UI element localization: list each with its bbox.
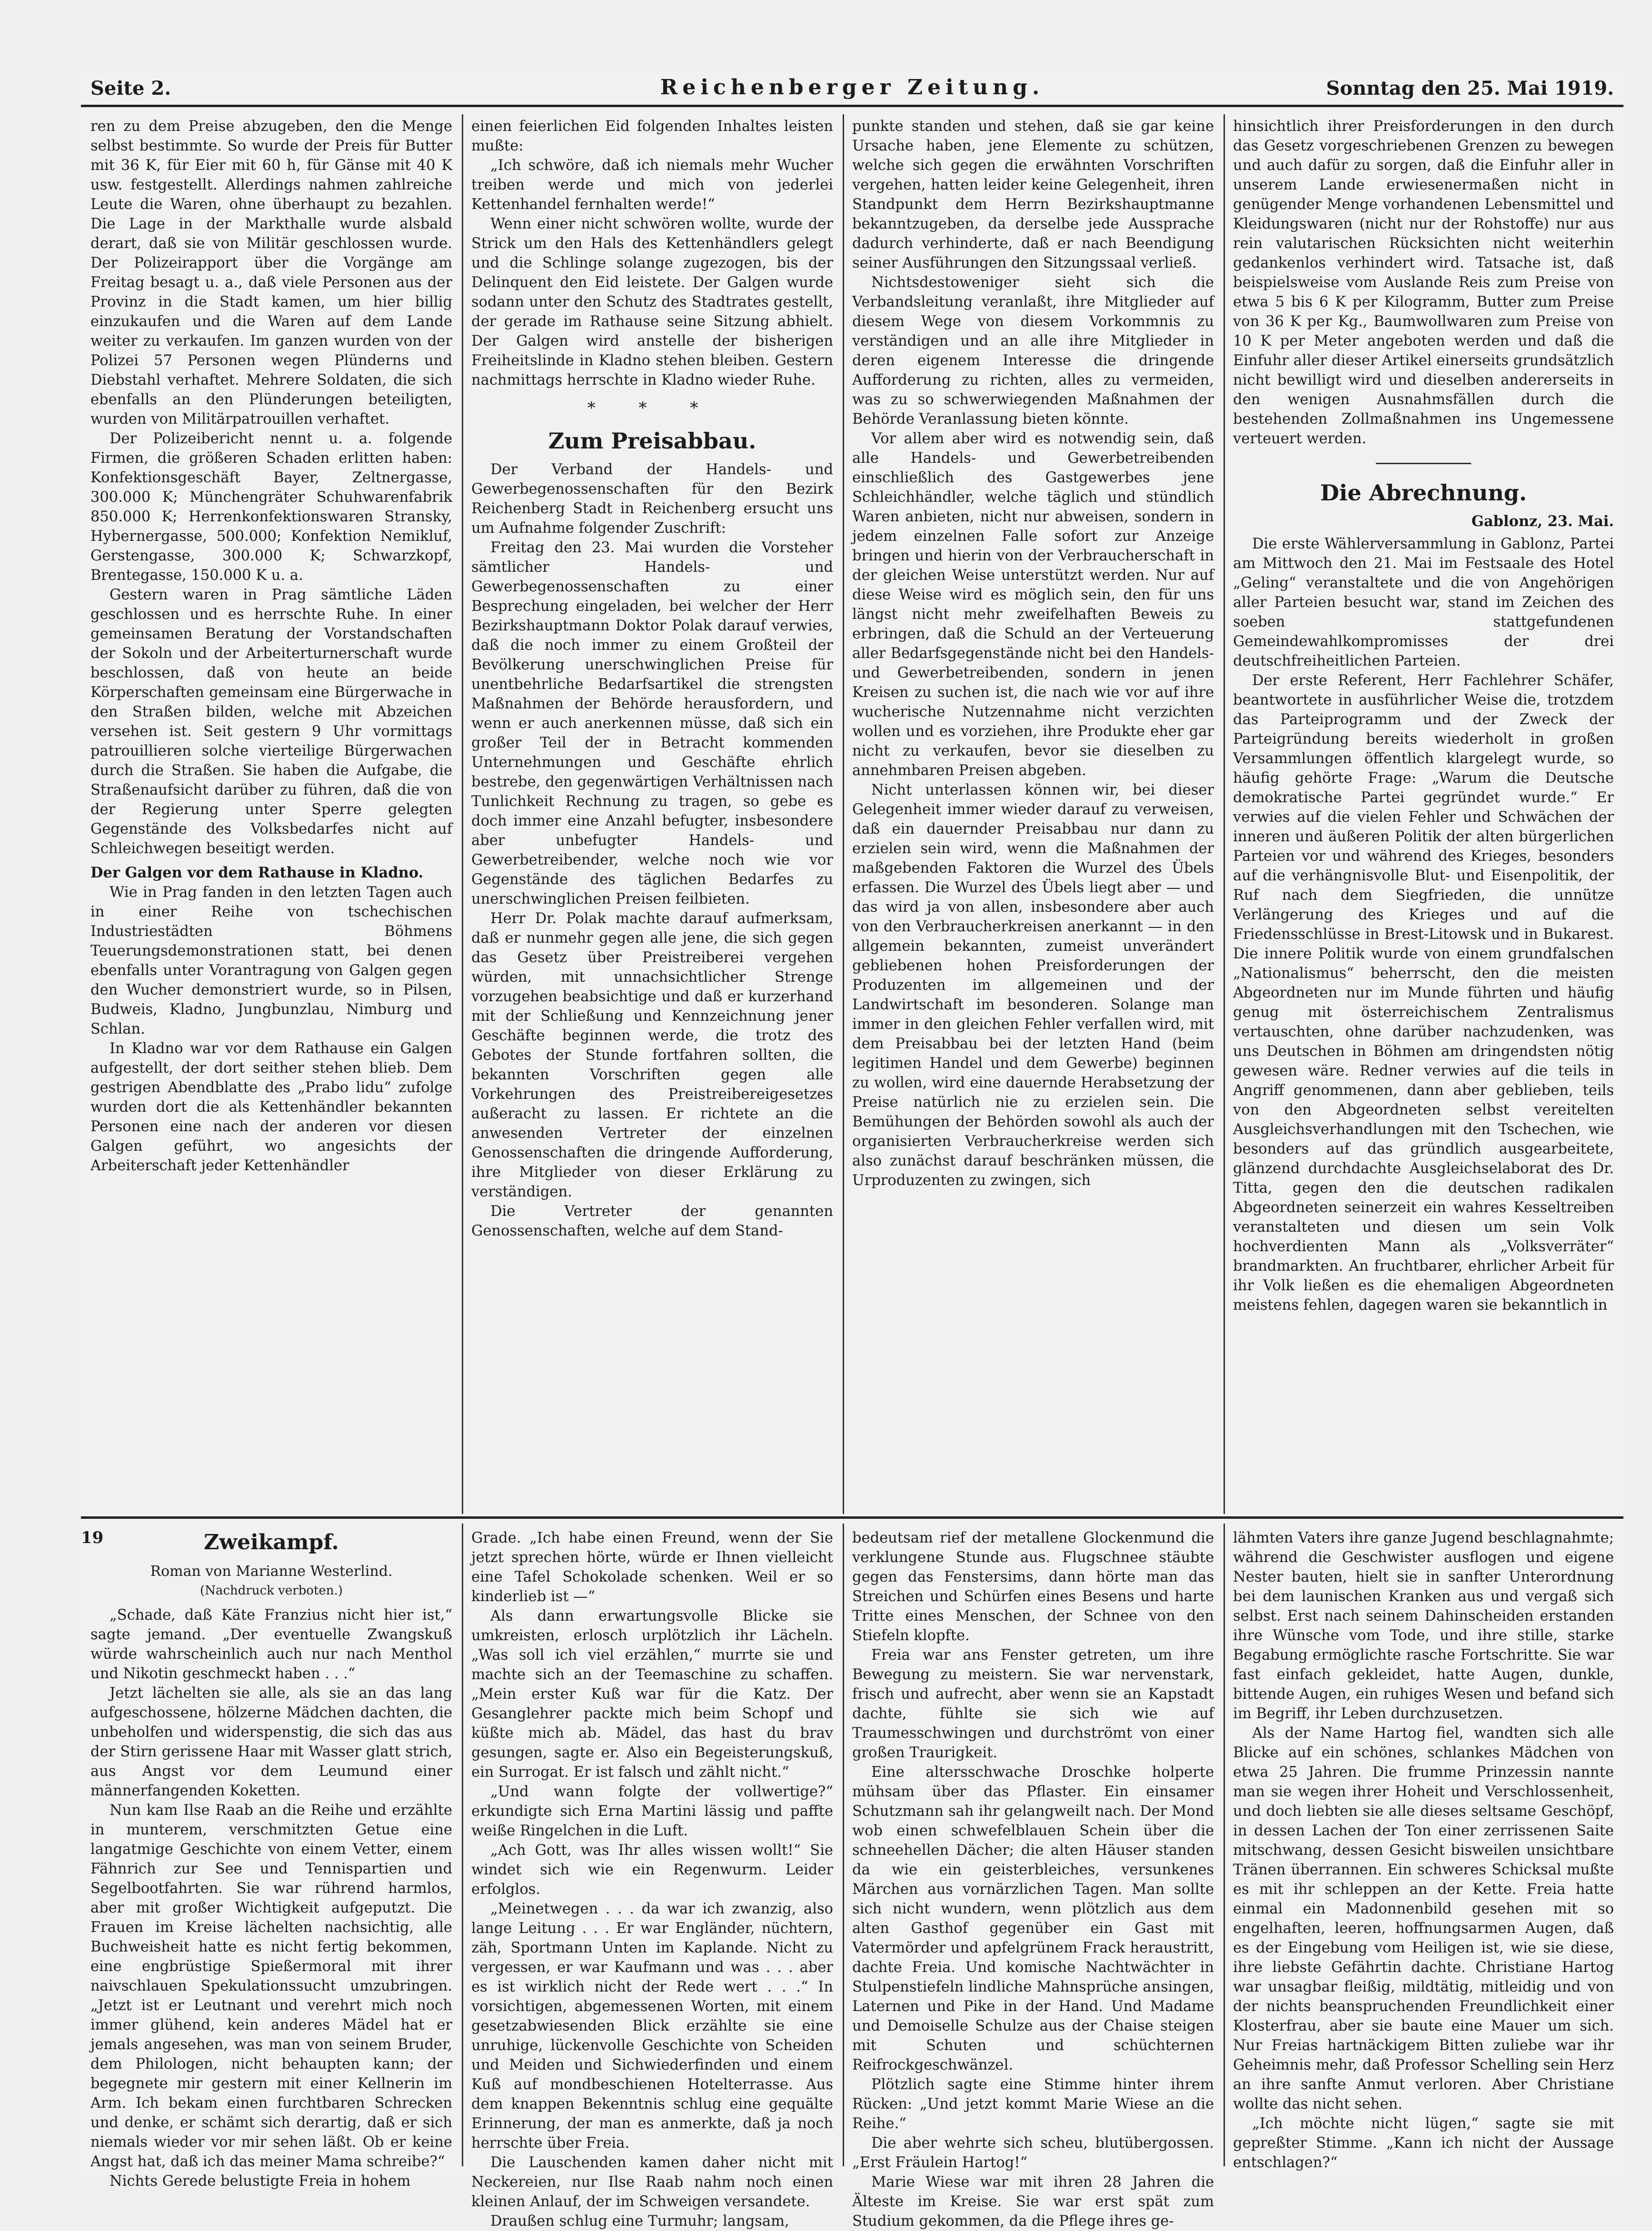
paragraph: In Kladno war vor dem Rathause ein Galgen aufgestellt, der dort seither stehen blieb. Dem gestrigen Abendblatte des „Prabo lidu“ zufolge wurden dort die als Kettenhändler bekannten Personen eine nach der anderen vor diesen Galgen geführt, wo angesichts der Arbeiterschaft jeder Kettenhändler [90,1040,452,1174]
paragraph: Als dann erwartungsvolle Blicke sie umkreisten, erlosch urplötzlich ihr Lächeln. „Was soll ich viel erzählen,“ murrte sie und machte sich an der Teemaschine zu schaffen. „Mein erster Kuß war für die Katz. Der Gesanglehrer packte mich beim Schopf und küßte mich ab. Mädel, das hast du brav gesungen, sagte er. Also ein Begeisterungskuß, ein Surrogat. Er ist falsch und zählt nicht.“ [471,1608,833,1781]
subheading: Der Galgen vor dem Rathause in Kladno. [90,864,424,881]
paragraph: „Schade, daß Käte Franzius nicht hier ist,“ sagte jemand. „Der eventuelle Zwangskuß würde wahrscheinlich auch nur nach Menthol und Nikotin geschmeckt haben . . .“ [90,1607,452,1682]
paragraph: Draußen schlug eine Turmuhr; langsam, [490,2213,789,2230]
top-column-4 [1233,117,1614,1509]
serial-column-4 [1233,1528,1614,2171]
paragraph: Jetzt lächelten sie alle, als sie an das lang aufgeschossene, hölzerne Mädchen dachten, die unbeholfen und widerspenstig, die sich das aus der Stirn gerissene Haar mit Wasser glatt strich, aus Angst vor dem Leumund einer männerfangenden Koketten. [90,1685,452,1799]
serial-title: Zweikampf. [204,1530,339,1554]
article-headline: Die Abrechnung. [1320,480,1527,506]
column-rule [843,114,844,1514]
newspaper-title: Reichenberger Zeitung. [660,75,1045,100]
article-headline: Zum Preisabbau. [548,428,756,454]
column-rule [843,1524,844,2166]
paragraph: Grade. „Ich habe einen Freund, wenn der Sie jetzt sprechen hörte, würde er Ihnen vielleicht eine Tafel Schokolade schenken. Weil er so kinderlieb ist —“ [471,1530,833,1605]
top-column-3 [852,117,1214,1509]
page-number: Seite 2. [90,77,171,100]
paragraph: Die Vertreter der genannten Genossenschaften, welche auf dem Stand- [471,1203,833,1239]
paragraph: punkte standen und stehen, daß sie gar keine Ursache haben, jene Elemente zu schützen, welche sich gegen die erwähnten Vorschriften vergehen, hatten leider keine Gelegenheit, ihren Standpunkt dem Herrn Bezirkshauptmanne bekanntzugeben, da derselbe jede Aussprache dadurch verhinderte, daß er nach Beendigung seiner Ausführungen den Sitzungssaal verließ. [852,118,1214,271]
paragraph: Wenn einer nicht schwören wollte, wurde der Strick um den Hals des Kettenhändlers gelegt und die Schlinge solange zugezogen, bis der Delinquent den Eid leistete. Der Galgen wurde sodann unter den Schutz des Stadtrates gestellt, der gerade im Rathause seine Sitzung abhielt. Der Galgen wird anstelle der bisherigen Freiheitslinde in Kladno stehen bleiben. Gestern nachmittags herrschte in Kladno wieder Ruhe. [471,216,833,388]
column-rule [1224,1524,1225,2166]
paragraph: ren zu dem Preise abzugeben, den die Menge selbst bestimmte. So wurde der Preis für Butter mit 36 K, für Eier mit 60 h, für Gänse mit 40 K usw. festgestellt. Allerdings nahmen zahlreiche Leute die Waren, ohne überhaupt zu bezahlen. Die Lage in der Markthalle wurde alsbald derart, daß sie von Militär geschlossen wurde. Der Polizeirapport über die Vorgänge am Freitag besagt u. a., daß viele Personen aus der Provinz in die Stadt kamen, um hier billig einzukaufen und die Waren auf dem Lande weiter zu verkaufen. Im ganzen wurden von der Polizei 57 Personen wegen Plünderns und Diebstahl verhaftet. Mehrere Soldaten, die sich ebenfalls an den Plünderungen beteiligten, wurden von Militärpatrouillen verhaftet. [90,118,452,428]
paragraph: „Ach Gott, was Ihr alles wissen wollt!“ Sie windet sich wie ein Regenwurm. Leider erfolglos. [471,1842,833,1898]
paragraph: „Meinetwegen . . . da war ich zwanzig, also lange Leitung . . . Er war Engländer, nüchtern, zäh, Sportmann Unten im Kaplande. Nicht zu vergessen, er war Kaufmann und was . . . aber es ist wirklich nicht der Rede wert . . .“ In vorsichtigen, abgemessenen Worten, mit einem gesetzabwiesenden Blick erzählte sie eine unruhige, lückenvolle Geschichte von Scheiden und Meiden und Sichwiederfinden und einem Kuß auf mondbeschienen Hotelterrasse. Aus dem knappen Bekenntnis schlug eine gequälte Erinnerung, der man es anmerkte, daß ja noch herrschte über Freia. [471,1901,833,2151]
feuilleton-divider [81,1516,1623,1519]
paragraph: lähmten Vaters ihre ganze Jugend beschlagnahmte; während die Geschwister ausflogen und eigene Nester bauten, hielt sie in sanfter Unterordnung bei dem launischen Kranken aus und vergaß sich selbst. Erst nach seinem Dahinscheiden erstanden ihre Wünsche vom Tode, und ihre stille, starke Begabung ermöglichte rasche Fortschritte. Sie war fast einfach gekleidet, hatte Augen, dunkle, bittende Augen, ein ruhiges Wesen und befand sich im Begriff, ihr Leben durchzusetzen. [1233,1530,1614,1722]
paragraph: „Und wann folgte der vollwertige?“ erkundigte sich Erna Martini lässig und paffte weiße Ringelchen in die Luft. [471,1783,833,1839]
page-header [81,71,1623,107]
paragraph: Marie Wiese war mit ihren 28 Jahren die Älteste im Kreise. Sie war erst spät zum Studium gekommen, da die Pflege ihres ge- [852,2174,1214,2230]
paragraph: Die erste Wählerversammlung in Gablonz, Partei am Mittwoch den 21. Mai im Festsaale des Hotel „Geling“ veranstaltete und die von Angehörigen aller Parteien besucht war, stand im Zeichen des soeben stattgefundenen Gemeindewahlkompromisses der drei deutschfreiheitlichen Parteien. [1233,536,1614,669]
serial-column-2 [471,1528,833,2230]
top-column-2 [471,117,833,1509]
paragraph: Freitag den 23. Mai wurden die Vorsteher sämtlicher Handels- und Gewerbegenossenschaften zu einer Besprechung eingeladen, bei welcher der Herr Bezirkshauptmann Doktor Polak darauf verwies, daß die noch immer zu einem Großteil der Bevölkerung unerschwinglichen Preise für unentbehrliche Bedarfsartikel die strengsten Maßnahmen der Behörde herausfordern, und wenn er auch anerkennen müsse, daß sich ein großer Teil der in Betracht kommenden Unternehmungen und Geschäfte ehrlich bestrebe, den gegenwärtigen Verhältnissen nach Tunlichkeit Rechnung zu tragen, so gebe es doch immer eine Anzahl befugter, insbesondere aber unbefugter Handels- und Gewerbetreibender, welche noch wie vor Gegenstände des täglichen Bedarfes zu unerschwinglichen Preisen feilbieten. [471,539,833,907]
paragraph: Nichtsdestoweniger sieht sich die Verbandsleitung veranlaßt, ihre Mitglieder auf diesem Wege von diesem Vorkommnis zu verständigen und an alle ihre Mitglieder in deren eigenem Interesse die dringende Aufforderung zu richten, alles zu vermeiden, was zu so schwerwiegenden Maßnahmen der Behörde Veranlassung bieten könnte. [852,274,1214,428]
paragraph: Plötzlich sagte eine Stimme hinter ihrem Rücken: „Und jetzt kommt Marie Wiese an die Reihe.“ [852,2076,1214,2132]
oath-quote: „Ich schwöre, daß ich niemals mehr Wucher treiben werde und mich von jederlei Kettenhandel fernhalten werde!“ [471,157,833,213]
serial-column-3 [852,1528,1214,2230]
paragraph: Nicht unterlassen können wir, bei dieser Gelegenheit immer wieder darauf zu verweisen, daß ein dauernder Preisabbau nur dann zu erzielen sein wird, wenn die Maßnahmen der maßgebenden Faktoren die Wurzel des Übels erfassen. Die Wurzel des Übels liegt aber — und das wird ja von allen, insbesondere aber auch von den Verbraucherkreisen anerkannt — in den allgemein bekannten, zumeist unverändert gebliebenen hohen Preisforderungen der Produzenten im allgemeinen und der Landwirtschaft im besonderen. Solange man immer in den gleichen Fehler verfallen wird, mit dem Preisabbau bei der letzten Hand (beim legitimen Handel und dem Gewerbe) beginnen zu wollen, wird eine dauernde Herabsetzung der Preise natürlich nie zu erzielen sein. Die Bemühungen der Behörden sowohl als auch der organisierten Verbraucherkreise werden sich also zunächst darauf beschränken müssen, die Urproduzenten zu zwingen, sich [852,782,1214,1189]
dateline: Gablonz, 23. Mai. [1471,513,1614,530]
paragraph: Die Lauschenden kamen daher nicht mit Neckereien, nur Ilse Raab nahm noch einen kleinen Anlauf, der im Schweigen versandete. [471,2154,833,2210]
paragraph: einen feierlichen Eid folgenden Inhaltes leisten mußte: [471,118,833,154]
reprint-note: (Nachdruck verboten.) [200,1584,343,1598]
paragraph: Die aber wehrte sich scheu, blutübergossen. „Erst Fräulein Hartog!“ [852,2135,1214,2171]
paragraph: Freia war ans Fenster getreten, um ihre Bewegung zu meistern. Sie war nervenstark, frisch und aufrecht, aber wenn sie an Kapstadt dachte, fühlte sie sich wie auf Traumesschwingen und durchströmt von einer großen Traurigkeit. [852,1647,1214,1761]
paragraph: Nichts Gerede belustigte Freia in hohem [109,2173,411,2190]
paragraph: Als der Name Hartog fiel, wandten sich alle Blicke auf ein schönes, schlankes Mädchen von etwa 25 Jahren. Die frumme Prinzessin nannte man sie wegen ihrer Hoheit und Verschlossenheit, und doch liebten sie alle dieses seltsame Geschöpf, in dessen Lachen der Ton einer zerrissenen Saite mitschwang, dessen Gesicht bisweilen unsichtbare Tränen überrannen. Ein schweres Schicksal mußte es mit ihr schleppen an der Kette. Freia hatte einmal ein Madonnenbild gesehen mit so engelhaften, leeren, hoffnungsarmen Augen, daß es der Eingebung vom Heiligen ist, wie sie diese, ihre liebste Gefährtin dachte. Christiane Hartog war unsagbar fleißig, mildtätig, mitleidig und von der nichts beanspruchenden Freundlichkeit einer Klosterfrau, aber sie baute eine Mauer um sich. Nur Freias hartnäckigem Bitten zuliebe war ihr Geheimnis mehr, daß Professor Schelling sein Herz an ihre sanfte Anmut verloren. Aber Christiane wollte das nicht sehen. [1233,1725,1614,2112]
top-column-1 [90,117,452,1509]
paragraph: hinsichtlich ihrer Preisforderungen in den durch das Gesetz vorgeschriebenen Grenzen zu bewegen und auch dafür zu sorgen, daß die Einfuhr aller in unserem Lande erwiesenermaßen nicht in genügender Menge vorhandenen Lebensmittel und Kleidungswaren (nicht nur der Rohstoffe) nur aus rein valutarischen Rücksichten nicht weiterhin gedankenlos verhindert wird. Tatsache ist, daß beispielsweise vom Auslande Reis zum Preise von etwa 5 bis 6 K per Kilogramm, Butter zum Preise von 36 K per Kg., Baumwollwaren zum Preise von 10 K per Meter angeboten werden und daß die Einfuhr aller dieser Artikel einerseits grundsätzlich nicht bewilligt wird und dieselben andererseits in den wenigen Ausnahmsfällen durch die bestehenden Zollmaßnahmen ins Ungemessene verteuert werden. [1233,118,1614,447]
article-separator [1376,463,1471,464]
paragraph: Herr Dr. Polak machte darauf aufmerksam, daß er nunmehr gegen alle jene, die sich gegen das Gesetz über Preistreiberei vergehen würden, mit unnachsichtlicher Strenge vorzugehen beabsichtige und daß er kurzerhand mit der Schließung und Kennzeichnung jener Geschäfte beginnen werde, die trotz des Gebotes der Stunde fortfahren sollten, die bekannten Vorschriften gegen alle Vorkehrungen des Preistreibereigesetzes außeracht zu lassen. Er richtete an die anwesenden Vertreter der einzelnen Genossenschaften die dringende Aufforderung, ihre Mitglieder von dieser Erklärung zu verständigen. [471,910,833,1200]
paragraph: Eine altersschwache Droschke holperte mühsam über das Pflaster. Ein einsamer Schutzmann sah ihr gelangweilt nach. Der Mond wob einen schwefelblauen Schein über die schneehellen Dächer; die alten Häuser standen da wie ein geisterbleiches, versunkenes Märchen aus vornärzlichen Tagen. Man sollte sich nicht wundern, wenn plötzlich aus dem alten Gasthof gegenüber ein Gast mit Vatermörder und apfelgrünem Frack heraustritt, dachte Freia. Und komische Nachtwächter in Stulpenstiefeln lindliche Mahnsprüche ansingen, Laternen und Pike in der Hand. Und Madame und Demoiselle Schulze aus der Chaise steigen mit Schuten und schüchternen Reifrockgeschwänzel. [852,1764,1214,2073]
section-divider: * * * [587,398,717,418]
serial-column-1 [90,1528,452,2190]
newspaper-page [81,71,1623,2230]
column-rule [1224,114,1225,1514]
serial-number: 19 [81,1528,104,1547]
paragraph: Der Verband der Handels- und Gewerbegenossenschaften für den Bezirk Reichenberg Stadt in Reichenberg ersucht uns um Aufnahme folgender Zuschrift: [471,461,833,537]
paragraph: bedeutsam rief der metallene Glockenmund die verklungene Stunde aus. Flugschnee stäubte gegen das Fenstersims, dann hörte man das Streichen und Schürfen eines Besens und harte Tritte eines Menschen, der Schnee von den Stiefeln klopfte. [852,1530,1214,1644]
paragraph: Nun kam Ilse Raab an die Reihe und erzählte in munterem, verschmitzten Getue eine langatmige Geschichte von einem Vetter, einem Fähnrich zur See und Tennispartien und Segelbootfahrten. Sie war rührend harmlos, aber mit großer Wichtigkeit aufgeputzt. Die Frauen im Kreise lächelten nachsichtig, alle Buchweisheit hatte es nicht fertig bekommen, eine engbrüstige Spießermoral mit ihrer naivschlauen Spekulationssucht umzubringen. „Jetzt ist er Leutnant und verehrt mich noch immer glühend, kein anderes Mädel hat er jemals angesehen, was man von seinem Bruder, dem Philologen, nicht behaupten kann; der begegnete mir gestern mit einer Kellnerin im Arm. Ich bekam einen furchtbaren Schrecken und denke, er schämt sich derartig, daß er sich niemals wieder vor mir sehen läßt. Ob er keine Angst hat, daß ich das meiner Mama schreibe?“ [90,1802,452,2170]
paragraph: Gestern waren in Prag sämtliche Läden geschlossen und es herrschte Ruhe. In einer gemeinsamen Beratung der Vorstandschaften der Sokoln und der Arbeiterturnerschaft wurde beschlossen, daß von heute an beide Körperschaften gemeinsam eine Bürgerwache in den Straßen bilden, welche mit Abzeichen versehen ist. Seit gestern 9 Uhr vormittags patrouillieren solche vierteilige Bürgerwachen durch die Straßen. Sie haben die Aufgabe, die Straßenaufsicht darüber zu führen, daß die von der Regierung unter Sperre gelegten Gegenstände des Volksbedarfes nicht auf Schleichwegen beseitigt werden. [90,587,452,857]
paragraph: Wie in Prag fanden in den letzten Tagen auch in einer Reihe von tschechischen Industriestädten Böhmens Teuerungsdemonstrationen statt, bei denen ebenfalls unter Vorantragung von Galgen gegen den Wucher demonstriert wurde, so in Pilsen, Budweis, Kladno, Jungbunzlau, Nimburg und Schlan. [90,884,452,1037]
paragraph: Vor allem aber wird es notwendig sein, daß alle Handels- und Gewerbetreibenden einschließlich des Gastgewerbes jene Schleichhändler, welche täglich und stündlich Waren anbieten, nicht nur abweisen, sondern in jedem einzelnen Falle sofort zur Anzeige bringen und hierin von der Verbraucherschaft in der gleichen Weise unterstützt werden. Nur auf diese Weise wird es möglich sein, den für uns längst nicht mehr zweifelhaften Beweis zu erbringen, daß die Schuld an der Verteuerung aller Bedarfsgegenstände nicht bei den Handels- und Gewerbetreibenden, sondern in jenen Kreisen zu suchen ist, die nach wie vor auf ihre wucherische Nutzennahme nicht verzichten wollen und es vorziehen, ihre Produkte eher gar nicht zu verkaufen, bevor sie dieselben zu annehmbaren Preisen abgeben. [852,430,1214,779]
column-rule [462,1524,463,2166]
column-rule [462,114,463,1514]
paragraph: Der erste Referent, Herr Fachlehrer Schäfer, beantwortete in ausführlicher Weise die, trotzdem das Parteiprogramm und der Zweck der Parteigründung bereits wiederholt in großen Versammlungen öffentlich klargelegt wurde, so häufig gehörte Frage: „Warum die Deutsche demokratische Partei gegründet wurde.“ Er verwies auf die vielen Fehler und Schwächen der inneren und äußeren Politik der alten bürgerlichen Parteien vor und während des Krieges, besonders auf die verhängnisvolle Blut- und Eisenpolitik, der Ruf nach dem Siegfrieden, die unnütze Verlängerung des Krieges und auf die Friedensschlüsse in Brest-Litowsk und in Bukarest. Die innere Politik wurde von einem grundfalschen „Nationalismus“ beherrscht, den die meisten Abgeordneten nur im Munde führten und häufig genug mit österreichischem Zentralismus vertauschten, ohne darüber nachzudenken, was uns Deutschen in Böhmen am dringendsten nötig gewesen wäre. Redner verwies auf die teils in Angriff genommenen, dann aber geblieben, teils von den Abgeordneten selbst vereitelten Ausgleichsverhandlungen mit den Tschechen, wie besonders auf das gründlich ausgearbeitete, glänzend durchdachte Ausgleichselaborat des Dr. Titta, gegen den die deutschen radikalen Abgeordneten seinerzeit ein wahres Kesseltreiben veranstalteten und diesen um sein Volk hochverdienten Mann als „Volksverräter“ brandmarkten. An fruchtbarer, ehrlicher Arbeit für ihr Volk ließen es die ehemaligen Abgeordneten meistens fehlen, dagegen waren sie bekanntlich in [1233,672,1614,1314]
issue-date: Sonntag den 25. Mai 1919. [1326,77,1614,100]
serial-subtitle: Roman von Marianne Westerlind. [150,1563,393,1580]
paragraph: „Ich möchte nicht lügen,“ sagte sie mit gepreßter Stimme. „Kann ich nicht der Aussage entschlagen?“ [1233,2115,1614,2171]
paragraph: Der Polizeibericht nennt u. a. folgende Firmen, die größeren Schaden erlitten haben: Konfektionsgeschäft Bayer, Zeltnergasse, 300.000 K; Münchengräter Schuhwarenfabrik 850.000 K; Herrenkonfektionswaren Stransky, Hybernergasse, 500.000; Konfektion Nemikluf, Gerstengasse, 300.000 K; Schwarzkopf, Brentegasse, 150.000 K u. a. [90,430,452,584]
